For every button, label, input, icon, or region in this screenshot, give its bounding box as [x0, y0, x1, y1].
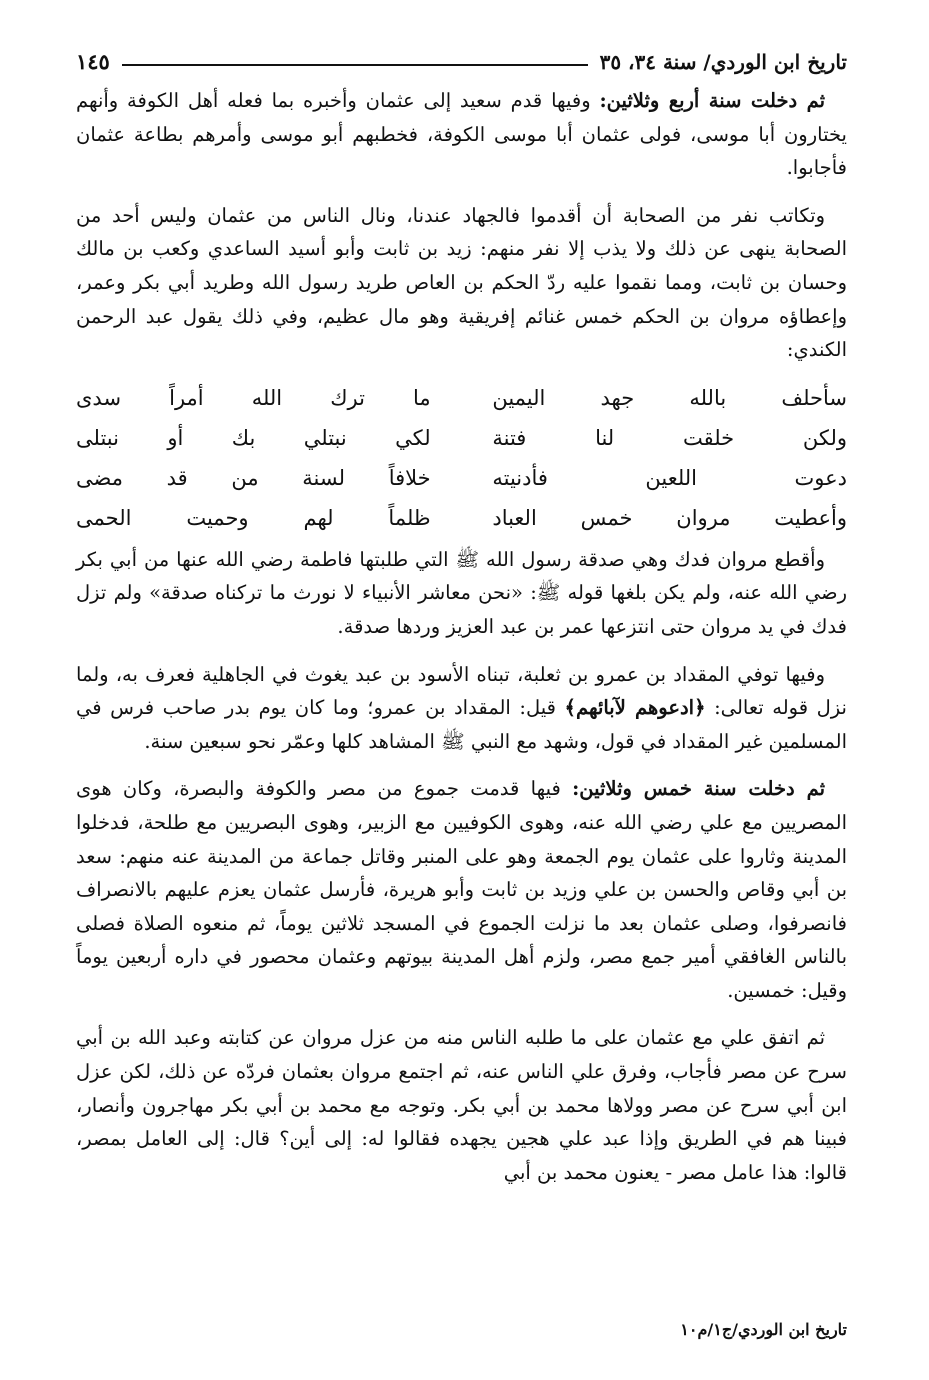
verse-first-hemistich: وأعطيت مروان خمس العباد [492, 505, 847, 530]
section-heading-year-34: ثم دخلت سنة أربع وثلاثين: [599, 89, 825, 112]
poem [76, 379, 847, 539]
verse-first-hemistich: دعوت اللعين فأدنيته [492, 465, 847, 490]
paragraph-miqdad [76, 658, 847, 759]
running-header [76, 40, 847, 74]
verse-first-hemistich: ولكن خلقت لنا فتنة [492, 425, 847, 450]
section-heading-year-35: ثم دخلت سنة خمس وثلاثين: [572, 777, 826, 801]
poem-verse [76, 419, 847, 459]
paragraph-year-35 [76, 772, 847, 1007]
header-title: تاريخ ابن الوردي/ سنة ٣٤، ٣٥ [599, 50, 847, 74]
poem-verse [76, 459, 847, 499]
poem-verse [76, 379, 847, 419]
paragraph-text: ثم اتفق علي مع عثمان على ما طلبه الناس منه من عزل مروان عن كتابته وعبد الله بن أبي سرح عن مصر فأجاب، وفرق علي الناس عنه، ثم اجتمع مروان بعثمان فردّه عن ذلك، لكن عزل ابن أبي سرح عن مصر وولاها محمد بن أبي بكر. وتوجه مع محمد بن أبي بكر مهاجرون وأنصار، فبينا هم في الطريق وإذا عبد علي هجين يجهده فقالوا له: إلى أين؟ قال: إلى العامل بمصر، قالوا: هذا عامل مصر - يعنون محمد بن أبي [76, 1026, 847, 1184]
paragraph-text: وتكاتب نفر من الصحابة أن أقدموا فالجهاد عندنا، ونال الناس من عثمان وليس أحد من الصحابة ينهى عن ذلك ولا يذب إلا نفر منهم: زيد بن ثابت وأبو أسيد الساعدي وكعب بن مالك وحسان بن ثابت، ومما نقموا عليه ردّ الحكم بن العاص طريد رسول الله وطريد أبي بكر وعمر، وإعطاؤه مروان بن الحكم خمس غنائم إفريقية وهو مال عظيم، وفي ذلك يقول عبد الرحمن الكندي: [76, 203, 847, 362]
verse-second-hemistich: خلافاً لسنة من قد مضى [76, 465, 431, 490]
paragraph-agreement [76, 1021, 847, 1189]
header-rule [122, 64, 588, 66]
paragraph-complaints [76, 199, 847, 367]
paragraph-text: وفيها توفي المقداد بن عمرو بن ثعلبة، تبناه الأسود بن عبد يغوث في الجاهلية فعرف به، ولما نزل قوله تعالى: [76, 662, 847, 720]
quran-quote: ﴿ادعوهم لآبائهم﴾ [564, 696, 706, 720]
verse-first-hemistich: سأحلف بالله جهد اليمين [492, 385, 847, 410]
footer-signature: تاريخ ابن الوردي/ج١/م١٠ [680, 1320, 847, 1339]
paragraph-fadak [76, 543, 847, 644]
poem-verse [76, 499, 847, 539]
verse-second-hemistich: ما ترك الله أمراً سدى [76, 385, 431, 410]
paragraph-text: وأقطع مروان فدك وهي صدقة رسول الله ﷺ التي طلبتها فاطمة رضي الله عنها من أبي بكر رضي الله عنه، ولم يكن بلغها قوله ﷺ: «نحن معاشر الأنبياء لا نورث ما تركناه صدقة» ولم تزل فدك في يد مروان حتى انتزعها عمر بن عبد العزيز وردها صدقة. [76, 547, 847, 638]
verse-second-hemistich: ظلماً لهم وحميت الحمى [76, 505, 431, 530]
page-number: ١٤٥ [76, 49, 110, 74]
paragraph-text: فيها قدمت جموع من مصر والكوفة والبصرة، وكان هوى المصريين مع علي رضي الله عنه، وهوى الكوفيين مع الزبير، وهوى البصريين مع طلحة، فدخلوا المدينة وثاروا على عثمان يوم الجمعة وهو على المنبر وقاتل جماعة من المدينة عنه منهم: سعد بن أبي وقاص والحسن بن علي وزيد بن ثابت وأبو هريرة، فأرسل عثمان يعزم عليهم بالانصراف فانصرفوا، وصلى عثمان بعد ما نزلت الجموع في المسجد ثلاثين يوماً، ثم منعوه الصلاة فصلى بالناس الغافقي أمير جمع مصر، ولزم أهل المدينة بيوتهم وعثمان محصور في داره أربعين يوماً وقيل: خمسين. [76, 777, 847, 1002]
paragraph-year-34 [76, 84, 847, 185]
page-body [76, 84, 847, 1189]
paragraph-text: قيل: المقداد بن عمرو؛ وما كان يوم بدر صاحب فرس في المسلمين غير المقداد في قول، وشهد مع النبي ﷺ المشاهد كلها وعمّر نحو سبعين سنة. [76, 696, 847, 753]
paragraph-text: وفيها قدم سعيد إلى عثمان وأخبره بما فعله أهل الكوفة وأنهم يختارون أبا موسى، فولى عثمان أبا موسى الكوفة، فخطبهم أبو موسى وأمرهم بطاعة عثمان فأجابوا. [76, 89, 847, 180]
verse-second-hemistich: لكي نبتلي بك أو نبتلى [76, 425, 431, 450]
